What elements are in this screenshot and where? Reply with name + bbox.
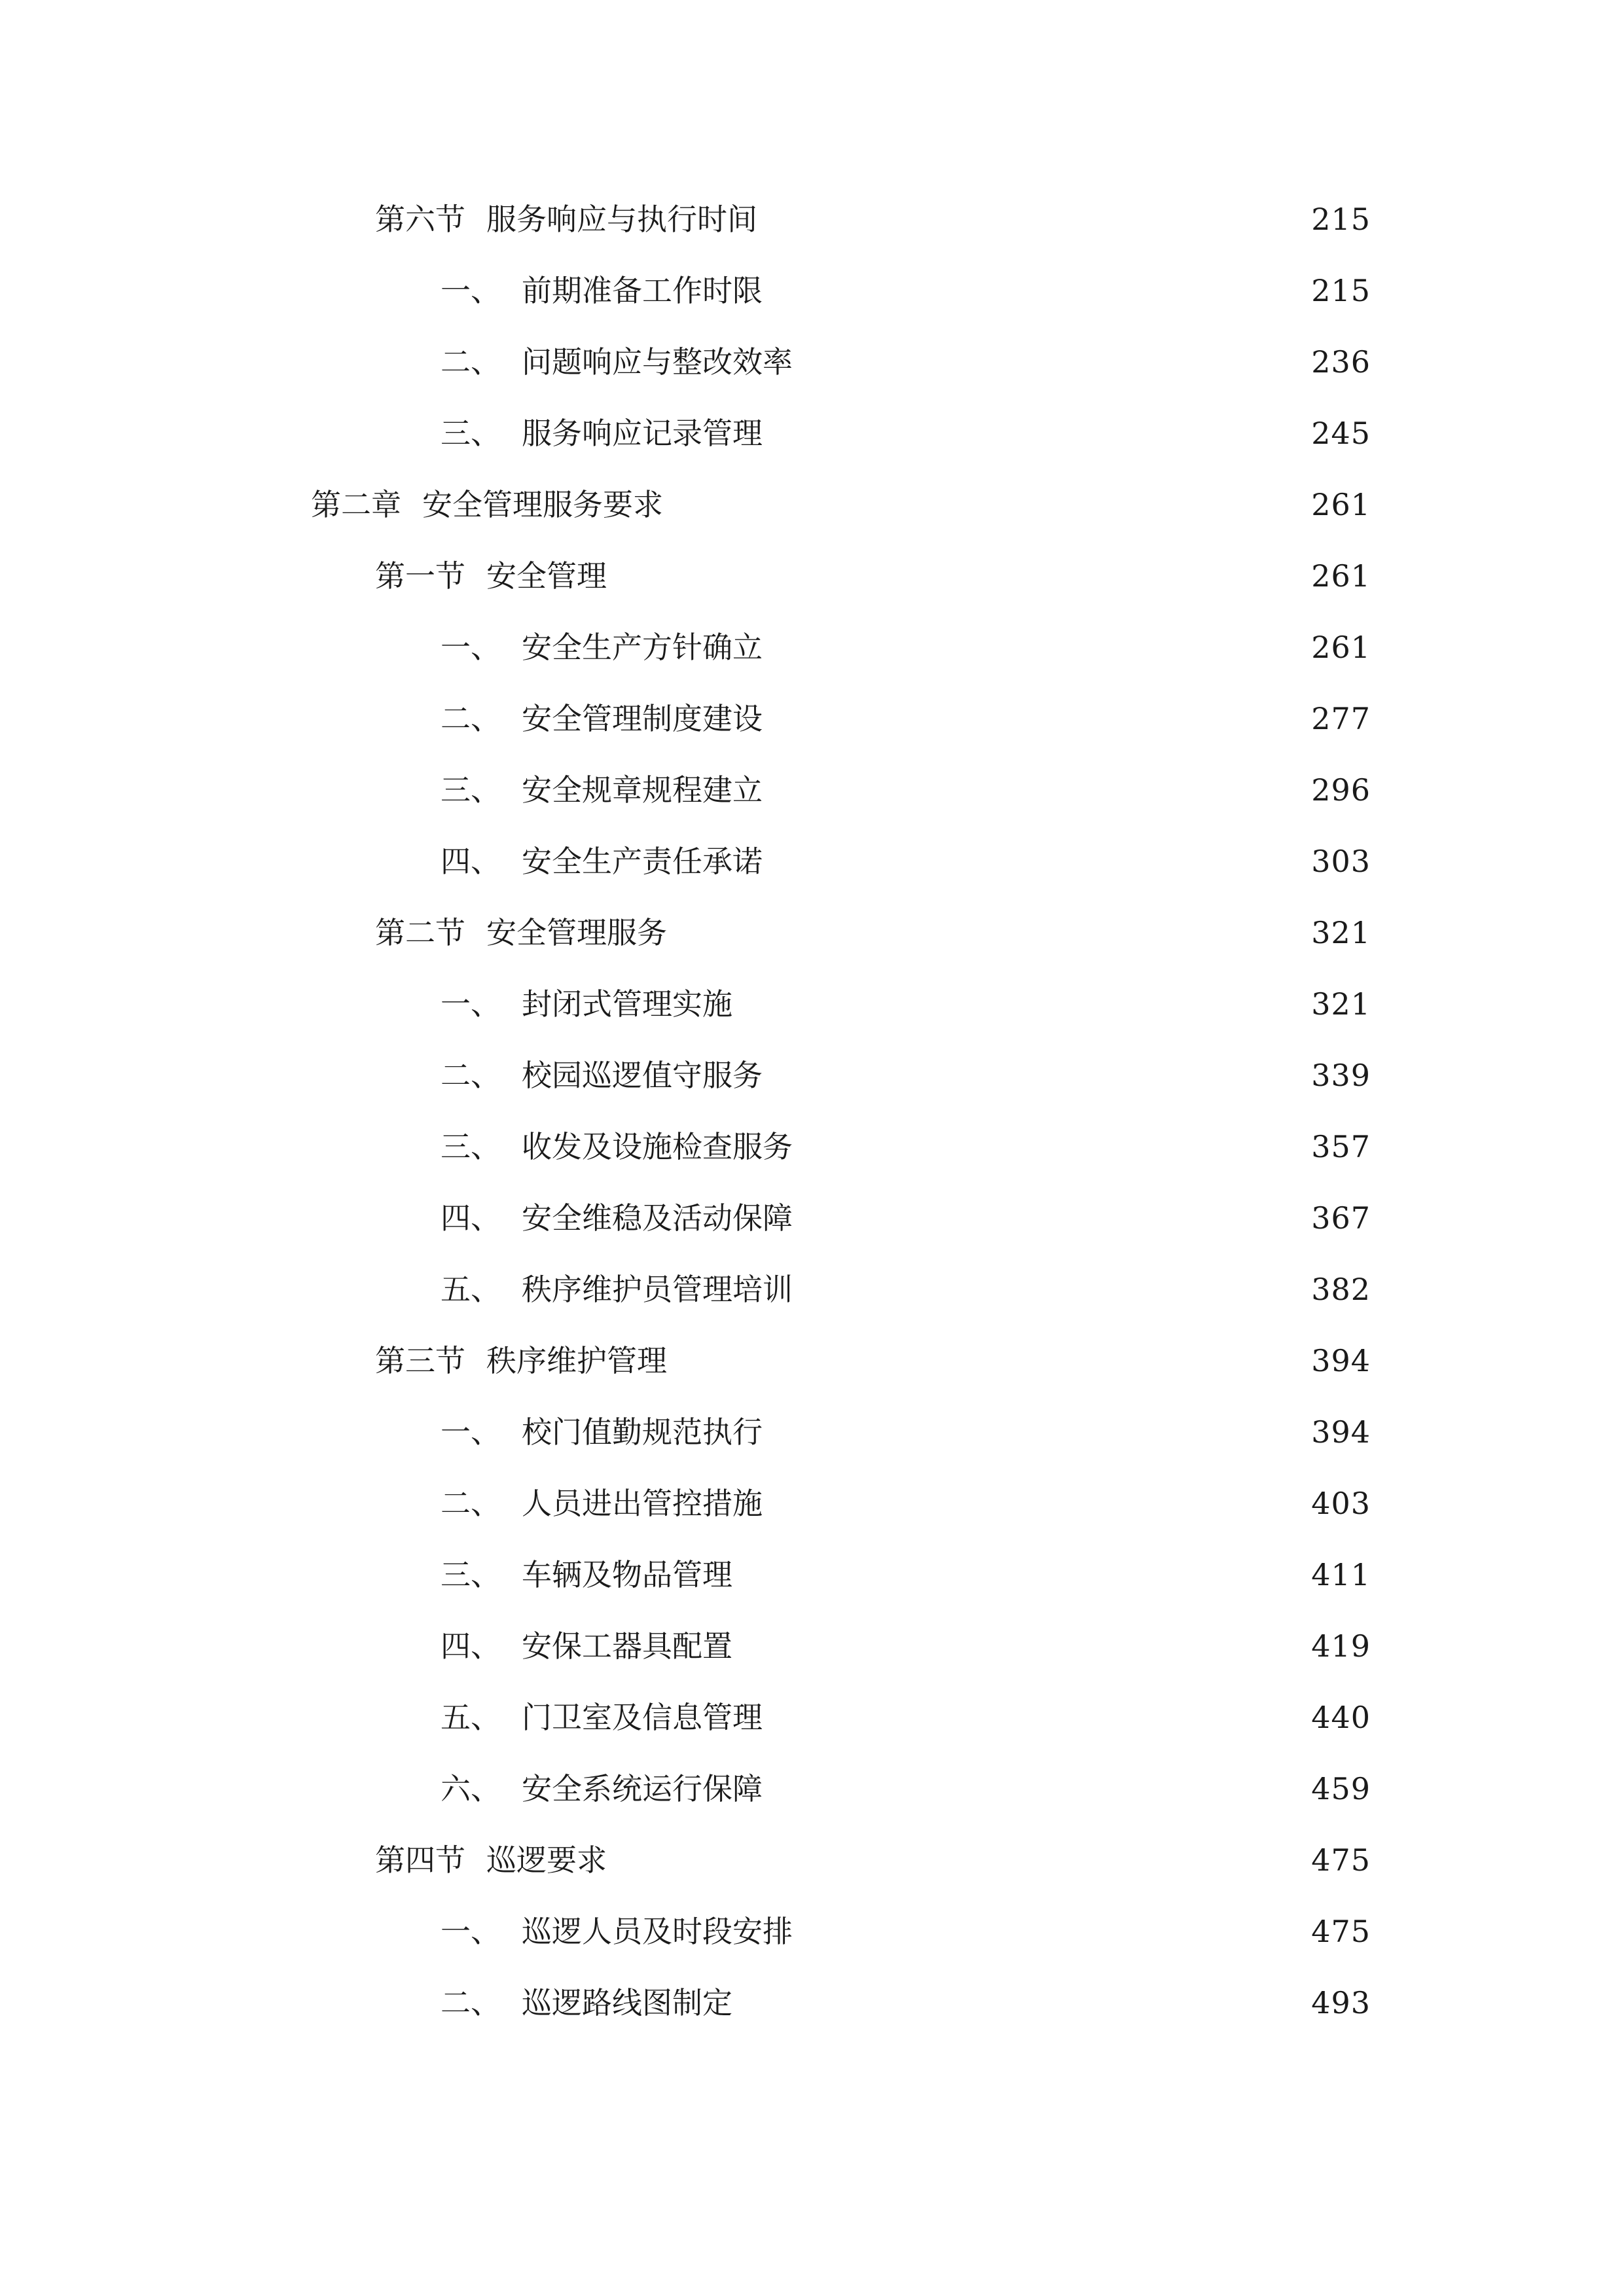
page-number: 261 xyxy=(1311,558,1371,594)
dot-leader xyxy=(774,1702,1302,1732)
page-number: 440 xyxy=(1311,1700,1371,1735)
entry-title: 安全维稳及活动保障 xyxy=(522,1200,793,1236)
entry-title: 门卫室及信息管理 xyxy=(522,1700,763,1735)
toc-entry[interactable] xyxy=(441,1691,1371,1744)
page-number: 215 xyxy=(1311,273,1371,308)
page-number: 459 xyxy=(1311,1771,1371,1806)
toc-entry[interactable] xyxy=(441,264,1371,317)
page-number: 215 xyxy=(1311,202,1371,237)
toc-entry[interactable] xyxy=(441,1192,1371,1244)
entry-title: 巡逻路线图制定 xyxy=(522,1985,732,2020)
dot-leader xyxy=(804,347,1302,377)
toc-entry[interactable] xyxy=(441,1549,1371,1601)
page-number: 475 xyxy=(1311,1914,1371,1949)
dot-leader xyxy=(774,632,1302,662)
item-number: 一、 xyxy=(441,1414,501,1450)
entry-title: 问题响应与整改效率 xyxy=(522,344,793,380)
item-number: 三、 xyxy=(441,772,501,808)
entry-title: 服务响应记录管理 xyxy=(522,416,763,451)
toc-entry[interactable] xyxy=(441,978,1371,1030)
item-number: 二、 xyxy=(441,701,501,736)
item-number: 三、 xyxy=(441,1557,501,1592)
toc-entry[interactable] xyxy=(441,1620,1371,1672)
item-number: 二、 xyxy=(441,1058,501,1093)
page-number: 321 xyxy=(1311,986,1371,1022)
item-number: 三、 xyxy=(441,416,501,451)
page-number: 303 xyxy=(1311,844,1371,879)
toc-entry[interactable] xyxy=(441,1263,1371,1316)
entry-title: 秩序维护员管理培训 xyxy=(522,1272,793,1307)
dot-leader xyxy=(774,846,1302,876)
dot-leader xyxy=(774,418,1302,448)
page-number: 367 xyxy=(1311,1200,1371,1236)
page-number: 277 xyxy=(1311,701,1371,736)
page-number: 419 xyxy=(1311,1628,1371,1664)
entry-title: 收发及设施检查服务 xyxy=(522,1129,793,1164)
entry-title: 服务响应与执行时间 xyxy=(486,202,757,237)
entry-title: 安全生产方针确立 xyxy=(522,630,763,665)
toc-entry[interactable] xyxy=(311,478,1371,531)
entry-title: 巡逻人员及时段安排 xyxy=(522,1914,793,1949)
item-number: 一、 xyxy=(441,986,501,1022)
page-number: 296 xyxy=(1311,772,1371,808)
item-number: 四、 xyxy=(441,844,501,879)
dot-leader xyxy=(804,1132,1302,1162)
toc-entry[interactable] xyxy=(441,764,1371,816)
entry-title: 前期准备工作时限 xyxy=(522,273,763,308)
toc-entry[interactable] xyxy=(441,1477,1371,1530)
item-number: 一、 xyxy=(441,630,501,665)
dot-leader xyxy=(804,1274,1302,1304)
item-number: 四、 xyxy=(441,1200,501,1236)
page-number: 321 xyxy=(1311,915,1371,950)
item-number: 一、 xyxy=(441,273,501,308)
toc-entry[interactable] xyxy=(441,407,1371,459)
dot-leader xyxy=(774,276,1302,306)
entry-title: 巡逻要求 xyxy=(486,1842,607,1878)
dot-leader xyxy=(679,1346,1302,1376)
dot-leader xyxy=(804,1203,1302,1233)
page-number: 411 xyxy=(1311,1557,1371,1592)
item-number: 五、 xyxy=(441,1700,501,1735)
entry-title: 秩序维护管理 xyxy=(486,1343,667,1378)
item-number: 二、 xyxy=(441,344,501,380)
toc-entry[interactable] xyxy=(441,1406,1371,1458)
item-number: 四、 xyxy=(441,1628,501,1664)
entry-title: 安全系统运行保障 xyxy=(522,1771,763,1806)
dot-leader xyxy=(774,1060,1302,1090)
entry-title: 安全管理 xyxy=(486,558,607,594)
page-number: 261 xyxy=(1311,487,1371,522)
toc-entry[interactable] xyxy=(441,336,1371,388)
page-number: 236 xyxy=(1311,344,1371,380)
page-number: 245 xyxy=(1311,416,1371,451)
toc-entry[interactable] xyxy=(441,835,1371,888)
toc-entry[interactable] xyxy=(441,621,1371,673)
dot-leader xyxy=(774,775,1302,805)
item-number: 二、 xyxy=(441,1486,501,1521)
toc-entry[interactable] xyxy=(375,906,1371,959)
dot-leader xyxy=(679,918,1302,948)
dot-leader xyxy=(774,1774,1302,1804)
entry-title: 人员进出管控措施 xyxy=(522,1486,763,1521)
dot-leader xyxy=(774,704,1302,734)
section-prefix: 第四节 xyxy=(375,1842,465,1878)
page-number: 475 xyxy=(1311,1842,1371,1878)
dot-leader xyxy=(804,1916,1302,1946)
entry-title: 安全管理服务 xyxy=(486,915,667,950)
dot-leader xyxy=(619,561,1302,591)
toc-entry[interactable] xyxy=(375,1834,1371,1886)
entry-title: 安全生产责任承诺 xyxy=(522,844,763,879)
dot-leader xyxy=(769,204,1302,234)
page-number: 357 xyxy=(1311,1129,1371,1164)
section-prefix: 第二节 xyxy=(375,915,465,950)
item-number: 二、 xyxy=(441,1985,501,2020)
section-prefix: 第六节 xyxy=(375,202,465,237)
dot-leader xyxy=(675,490,1302,520)
item-number: 三、 xyxy=(441,1129,501,1164)
page-number: 382 xyxy=(1311,1272,1371,1307)
toc-entry[interactable] xyxy=(441,1977,1371,2029)
toc-entry[interactable] xyxy=(441,1049,1371,1102)
entry-title: 校园巡逻值守服务 xyxy=(522,1058,763,1093)
page-number: 261 xyxy=(1311,630,1371,665)
entry-title: 安全规章规程建立 xyxy=(522,772,763,808)
entry-title: 车辆及物品管理 xyxy=(522,1557,732,1592)
dot-leader xyxy=(744,1560,1302,1590)
toc-entry[interactable] xyxy=(441,692,1371,745)
item-number: 一、 xyxy=(441,1914,501,1949)
section-prefix: 第一节 xyxy=(375,558,465,594)
chapter-prefix: 第二章 xyxy=(311,487,401,522)
toc-entry[interactable] xyxy=(441,1121,1371,1173)
dot-leader xyxy=(774,1488,1302,1518)
dot-leader xyxy=(744,1631,1302,1661)
page-number: 394 xyxy=(1311,1414,1371,1450)
page-number: 339 xyxy=(1311,1058,1371,1093)
dot-leader xyxy=(619,1845,1302,1875)
entry-title: 封闭式管理实施 xyxy=(522,986,732,1022)
item-number: 五、 xyxy=(441,1272,501,1307)
section-prefix: 第三节 xyxy=(375,1343,465,1378)
page-number: 394 xyxy=(1311,1343,1371,1378)
page-number: 493 xyxy=(1311,1985,1371,2020)
dot-leader xyxy=(744,1988,1302,2018)
entry-title: 安保工器具配置 xyxy=(522,1628,732,1664)
toc-entry[interactable] xyxy=(375,193,1371,245)
toc-entry[interactable] xyxy=(441,1763,1371,1815)
dot-leader xyxy=(774,1417,1302,1447)
page-number: 403 xyxy=(1311,1486,1371,1521)
toc-entry[interactable] xyxy=(441,1905,1371,1958)
dot-leader xyxy=(744,989,1302,1019)
toc-entry[interactable] xyxy=(375,550,1371,602)
entry-title: 校门值勤规范执行 xyxy=(522,1414,763,1450)
item-number: 六、 xyxy=(441,1771,501,1806)
toc-entry[interactable] xyxy=(375,1335,1371,1387)
entry-title: 安全管理服务要求 xyxy=(422,487,663,522)
entry-title: 安全管理制度建设 xyxy=(522,701,763,736)
